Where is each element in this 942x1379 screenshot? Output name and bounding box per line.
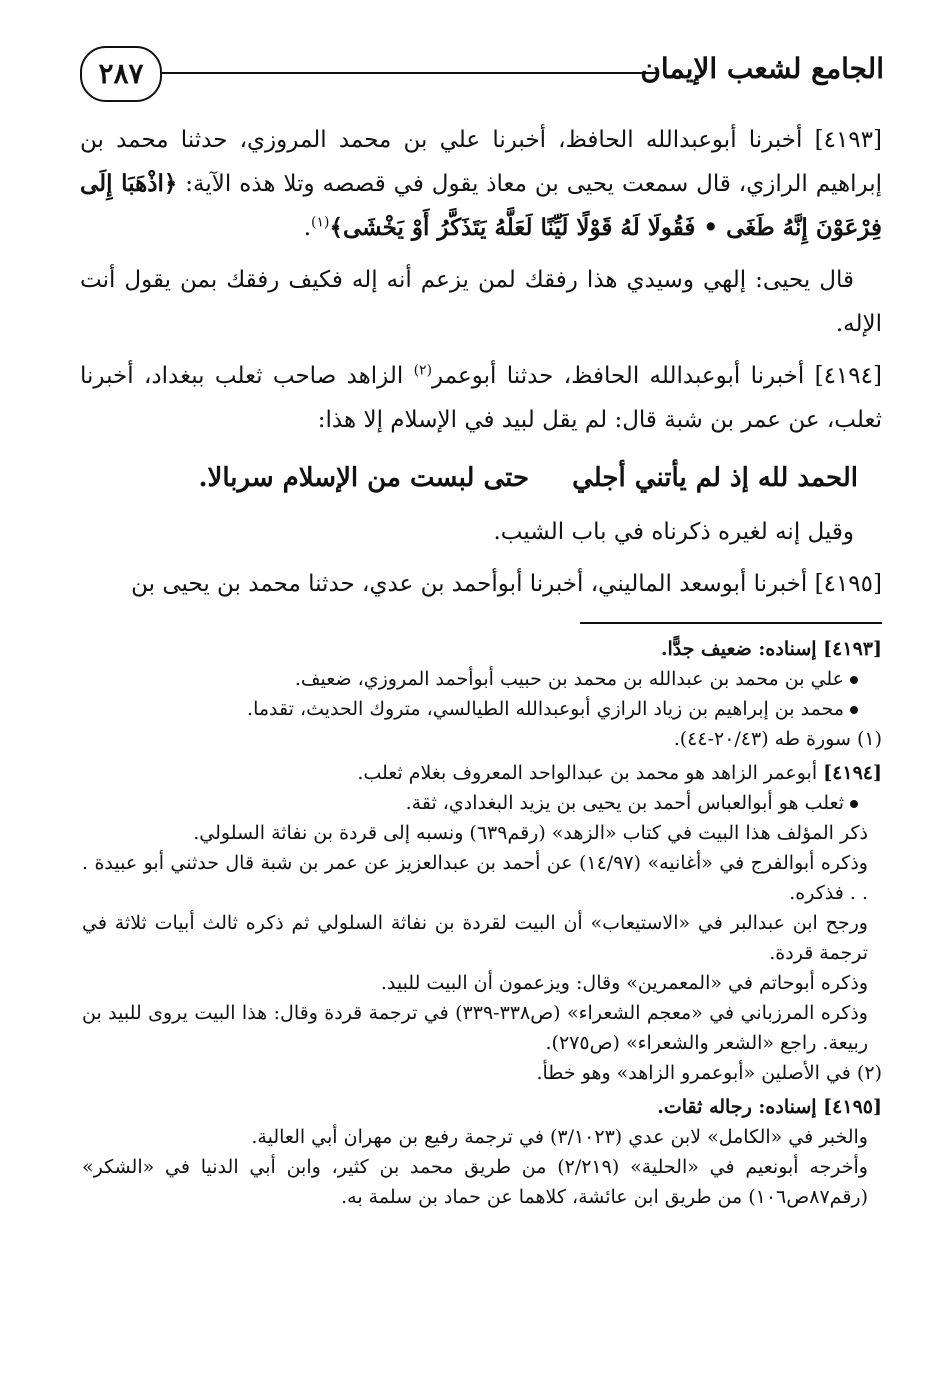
sentence-end: . bbox=[303, 215, 311, 241]
footnote-number: [٤١٩٣] bbox=[823, 638, 882, 660]
running-title: الجامع لشعب الإيمان bbox=[640, 52, 884, 85]
footnote-grade: ضعيف جدًّا. bbox=[660, 638, 752, 660]
footnote-marker: (١) bbox=[311, 214, 330, 231]
footnote-bullet bbox=[82, 788, 882, 818]
footnote-separator bbox=[580, 622, 882, 624]
bullet-icon bbox=[850, 800, 858, 808]
footnote-note-2: (٢) في الأصلين «أبوعمرو الزاهد» وهو خطأ. bbox=[536, 1062, 882, 1084]
footnote-text: أبوعمر الزاهد هو محمد بن عبدالواحد المعروف بغلام ثعلب. bbox=[357, 762, 818, 784]
hadith-4195 bbox=[80, 562, 882, 606]
hemistich-first: الحمد لله إذ لم يأتني أجلي bbox=[572, 463, 858, 493]
footnote-bullet bbox=[82, 664, 882, 694]
header-rule bbox=[154, 72, 656, 74]
footnote-line: وأخرجه أبونعيم في «الحلية» (٢/٢١٩) من طريق محمد بن كثير، وابن أبي الدنيا في «الشكر» (رقم٨٧ص١٠٦) من طريق ابن عائشة، كلاهما عن حماد بن سلمة به. bbox=[82, 1156, 868, 1208]
poetry-verse bbox=[80, 450, 882, 506]
hadith-4193 bbox=[80, 118, 882, 250]
footnote-marker: (٢) bbox=[413, 362, 433, 379]
hemistich-second: حتى لبست من الإسلام سربالا. bbox=[198, 463, 530, 493]
hadith-text-b: الزاهد صاحب ثعلب ببغداد، أخبرنا ثعلب، عن عمر بن شبة قال: لم يقل لبيد في الإسلام إلا هذا: bbox=[80, 363, 882, 433]
bullet-icon bbox=[850, 706, 858, 714]
hadith-text: أخبرنا أبوعبدالله الحافظ، أخبرنا علي بن محمد المروزي، حدثنا محمد بن إبراهيم الرازي، قال سمعت يحيى بن معاذ يقول في قصصه وتلا هذه الآية: bbox=[80, 127, 882, 197]
hadith-text-a: أخبرنا أبوعبدالله الحافظ، حدثنا أبوعمر bbox=[432, 363, 805, 389]
bullet-text: ثعلب هو أبوالعباس أحمد بن يحيى بن يزيد البغدادي، ثقة. bbox=[405, 792, 844, 814]
yahya-saying: قال يحيى: إلهي وسيدي هذا رفقك لمن يزعم أنه إله فكيف رفقك بمن يقول أنت الإله. bbox=[80, 267, 882, 337]
quran-verse: ﴿اذْهَبَا إِلَى فِرْعَوْنَ إِنَّهُ طَغَى • فَقُولَا لَهُ قَوْلًا لَيِّنًا لَعَلَّهُ يَتَذَكَّرُ أَوْ يَخْشَى﴾ bbox=[80, 170, 882, 241]
footnote-4193-heading bbox=[82, 634, 882, 664]
footnote-line: ذكر المؤلف هذا البيت في كتاب «الزهد» (رقم٦٣٩) ونسبه إلى قردة بن نفاثة السلولي. bbox=[193, 822, 868, 844]
footnote-number: [٤١٩٥] bbox=[823, 1096, 882, 1118]
footnotes bbox=[82, 634, 882, 1212]
main-text bbox=[80, 118, 882, 614]
footnote-line: وذكره أبوالفرج في «أغانيه» (١٤/٩٧) عن أحمد بن عبدالعزيز عن عمر بن شبة قال حدثني أبو عبيدة . . . فذكره. bbox=[82, 852, 868, 904]
footnote-number: [٤١٩٤] bbox=[823, 762, 882, 784]
footnote-line: ورجح ابن عبدالبر في «الاستيعاب» أن البيت لقردة بن نفاثة السلولي ثم ذكره ثالث أبيات ثلاثة في ترجمة قردة. bbox=[82, 912, 868, 964]
hadith-text: أخبرنا أبوسعد الماليني، أخبرنا أبوأحمد بن عدي، حدثنا محمد بن يحيى بن bbox=[131, 571, 808, 597]
footnote-4195-heading bbox=[82, 1092, 882, 1122]
footnote-bullet bbox=[82, 694, 882, 724]
footnote-4194-heading bbox=[82, 758, 882, 788]
footnote-label: إسناده: bbox=[758, 638, 817, 660]
bullet-text: علي بن محمد بن عبدالله بن محمد بن حبيب أبوأحمد المروزي، ضعيف. bbox=[294, 668, 844, 690]
page-header bbox=[80, 46, 884, 108]
footnote-grade: رجاله ثقات. bbox=[657, 1096, 752, 1118]
bullet-icon bbox=[850, 676, 858, 684]
footnote-label: إسناده: bbox=[758, 1096, 817, 1118]
hadith-number: [٤١٩٣] bbox=[814, 127, 882, 153]
footnote-line: وذكره المرزباني في «معجم الشعراء» (ص٣٣٨-٣٣٩) في ترجمة قردة وقال: هذا البيت يروى للبيد بن ربيعة. راجع «الشعر والشعراء» (ص٢٧٥). bbox=[82, 1002, 868, 1054]
hadith-number: [٤١٩٤] bbox=[814, 363, 882, 389]
bullet-text: محمد بن إبراهيم بن زياد الرازي أبوعبدالله الطيالسي، متروك الحديث، تقدما. bbox=[247, 698, 844, 720]
footnote-note-1: (١) سورة طه (٢٠/٤٣-٤٤). bbox=[673, 728, 882, 750]
hadith-number: [٤١٩٥] bbox=[814, 571, 882, 597]
footnote-line: وذكره أبوحاتم في «المعمرين» وقال: ويزعمون أن البيت للبيد. bbox=[380, 972, 868, 994]
poem-note: وقيل إنه لغيره ذكرناه في باب الشيب. bbox=[493, 519, 854, 545]
footnote-line: والخبر في «الكامل» لابن عدي (٣/١٠٢٣) في ترجمة رفيع بن مهران أبي العالية. bbox=[251, 1126, 868, 1148]
page-number: ٢٨٧ bbox=[80, 46, 162, 102]
hadith-4194 bbox=[80, 354, 882, 442]
